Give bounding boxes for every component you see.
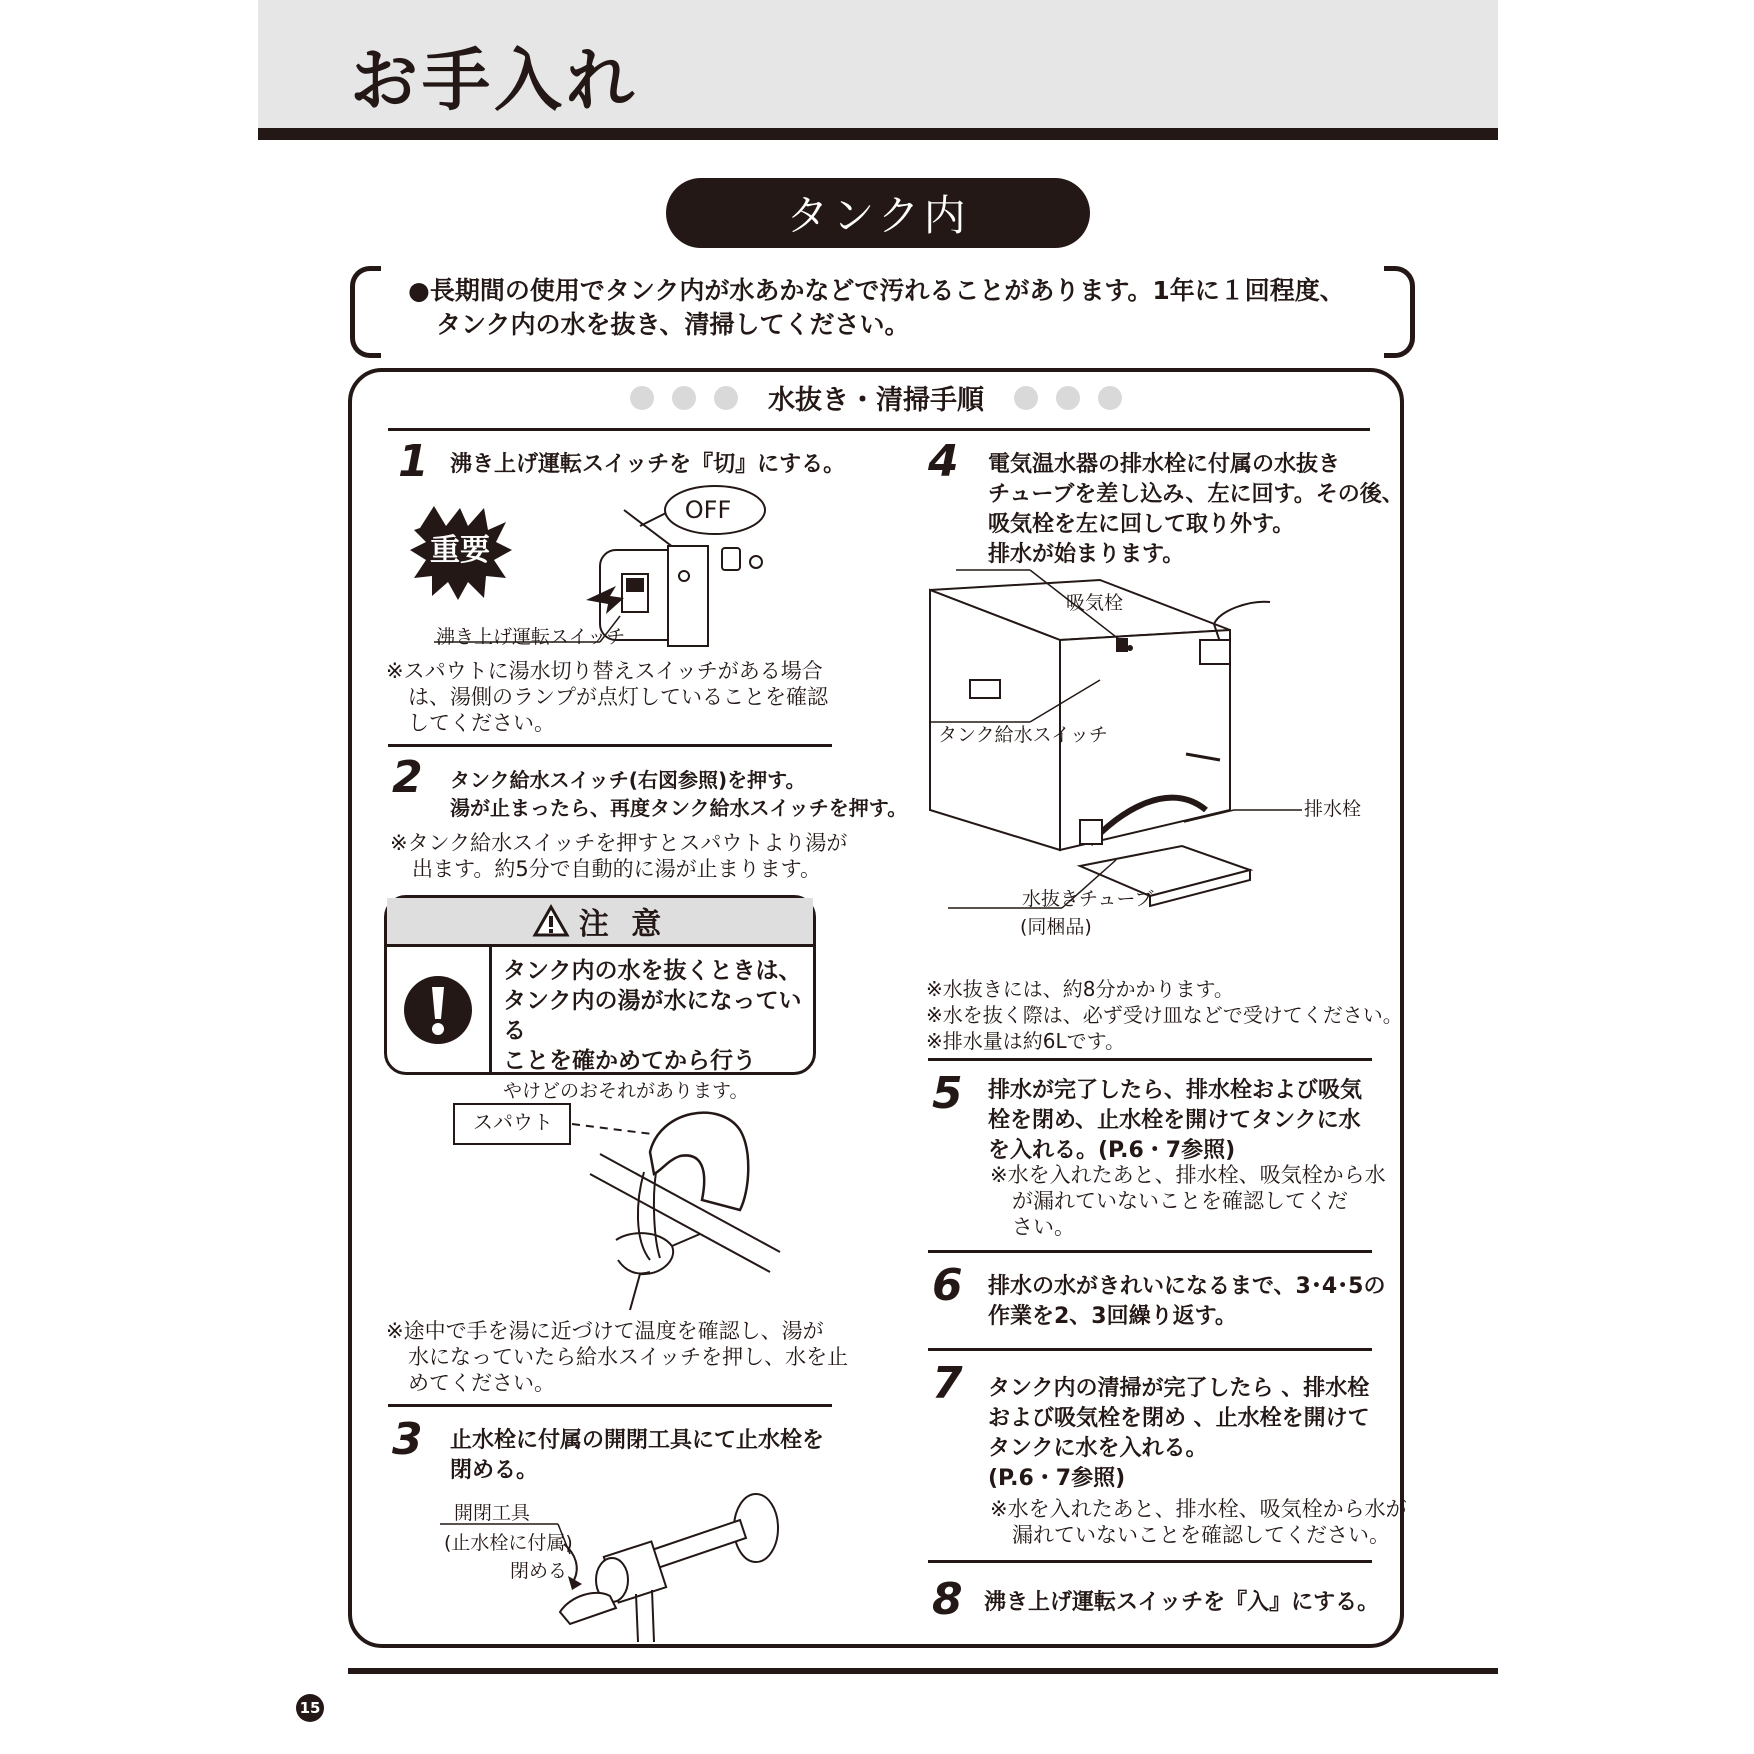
procedure-title: 水抜き・清掃手順 <box>768 385 984 416</box>
dot-icon <box>630 386 654 410</box>
step-number: 2 <box>392 752 423 803</box>
step-text: 沸き上げ運転スイッチを『切』にする。 <box>450 452 846 477</box>
important-badge: 重要 <box>430 533 490 568</box>
warning-triangle-icon <box>533 905 569 937</box>
intro-line-1: ●長期間の使用でタンク内が水あかなどで汚れることがあります。1年に１回程度、 <box>408 276 1345 305</box>
step-number: 4 <box>928 436 959 487</box>
step-number: 6 <box>932 1260 963 1311</box>
hose-icon <box>636 1590 654 1642</box>
water-stream-icon <box>638 1172 650 1260</box>
hand-icon <box>616 1233 700 1310</box>
section-title: タンク内 <box>666 178 1090 248</box>
dot-icon <box>714 386 738 410</box>
step-text: 電気温水器の排水栓に付属の水抜き チューブを差し込み、左に回す。その後、 吸気栓を左に回して取り外す。 排水が始まります。 <box>988 452 1404 567</box>
note-step5: ※水を入れたあと、排水栓、吸気栓から水 が漏れていないことを確認してくだ さい。 <box>990 1163 1386 1239</box>
intro-bracket-right <box>1384 266 1415 358</box>
dot-icon <box>1014 386 1038 410</box>
off-label: OFF <box>684 496 732 524</box>
intro-text <box>408 274 1345 342</box>
dot-icon <box>672 386 696 410</box>
divider <box>388 744 832 747</box>
tank-switch-label: タンク給水スイッチ <box>938 724 1108 746</box>
note-step1: ※スパウトに湯水切り替えスイッチがある場合 は、湯側のランプが点灯していることを確認 してください。 <box>386 659 828 735</box>
divider <box>388 1404 832 1407</box>
page-title: お手入れ <box>350 42 639 121</box>
footer-rule <box>348 1668 1498 1674</box>
divider <box>928 1560 1372 1563</box>
note-step7: ※水を入れたあと、排水栓、吸気栓から水が 漏れていないことを確認してください。 <box>990 1497 1407 1547</box>
step-text: タンク内の清掃が完了したら 、排水栓 および吸気栓を閉め 、止水栓を開けて タンクに水を入れる。 (P.6・7参照) <box>988 1376 1370 1491</box>
step-text: タンク給水スイッチ(右図参照)を押す。 湯が止まったら、再度タンク給水スイッチを押す。 <box>450 768 908 820</box>
procedure-title-bar <box>616 378 1136 417</box>
step-text: 止水栓に付属の開閉工具にて止水栓を 閉める。 <box>450 1428 825 1483</box>
note-step4: ※水抜きには、約8分かかります。 ※水を抜く際は、必ず受け皿などで受けてください。 ※排水量は約6Lです。 <box>926 977 1403 1053</box>
caution-body: タンク内の水を抜くときは、 タンク内の湯が水になっている ことを確かめてから行う やけどのおそれがあります。 <box>503 958 802 1102</box>
caution-header <box>387 898 813 947</box>
step-text: 排水の水がきれいになるまで、3･4･5の 作業を2、3回繰り返す。 <box>988 1274 1386 1329</box>
top-valve-icon <box>1200 640 1230 664</box>
dot-icon <box>1098 386 1122 410</box>
step-text: 沸き上げ運転スイッチを『入』にする。 <box>984 1590 1380 1615</box>
spout-icon <box>650 1113 748 1210</box>
note-spout: ※途中で手を湯に近づけて温度を確認し、湯が 水になっていたら給水スイッチを押し、水を止 めてください。 <box>386 1319 849 1395</box>
header-rule <box>258 128 1498 140</box>
step-number: 5 <box>932 1068 963 1119</box>
water-heater-figure <box>930 570 1350 930</box>
caution-box <box>384 895 816 1102</box>
tube-sub-label: (同梱品) <box>1020 916 1092 938</box>
tool-sub-label: (止水栓に付属) <box>444 1532 573 1554</box>
step-text: 排水が完了したら、排水栓および吸気 栓を閉め、止水栓を開けてタンクに水 を入れる。(P.6・7参照) <box>988 1078 1363 1163</box>
tube-label: 水抜きチューブ <box>1022 888 1154 910</box>
step-number: 8 <box>932 1574 963 1625</box>
close-label: 閉める <box>510 1560 568 1582</box>
caution-icon-cell <box>387 947 492 1072</box>
tool-label: 開閉工具 <box>454 1502 531 1524</box>
step-number: 7 <box>932 1358 963 1409</box>
page-number: 15 <box>296 1694 324 1722</box>
step-number: 1 <box>398 436 429 487</box>
panel-side-icon <box>668 546 708 646</box>
intro-line-2: タンク内の水を抜き、清掃してください。 <box>436 310 910 339</box>
intro-bracket-left <box>350 266 381 358</box>
intake-label: 吸気栓 <box>1066 592 1124 614</box>
intake-valve-icon <box>1116 638 1128 652</box>
divider <box>928 1348 1372 1351</box>
heater-panel-icon <box>970 680 1000 698</box>
divider <box>918 428 1370 431</box>
divider <box>388 428 918 431</box>
hand-tool-icon <box>560 1593 616 1624</box>
divider <box>928 1058 1372 1061</box>
note-step2: ※タンク給水スイッチを押すとスパウトより湯が 出ます。約5分で自動的に湯が止まります。 <box>390 831 848 881</box>
drain-label: 排水栓 <box>1304 798 1362 820</box>
valve-knob-icon <box>722 548 740 570</box>
caution-title: 注 意 <box>578 907 668 942</box>
exclamation-icon <box>403 975 473 1045</box>
step-number: 3 <box>392 1414 423 1465</box>
spout-label: スパウト <box>473 1110 553 1134</box>
divider <box>928 1250 1372 1253</box>
switch-label: 沸き上げ運転スイッチ <box>436 626 626 648</box>
dot-icon <box>1056 386 1080 410</box>
drain-valve-icon <box>1080 820 1102 844</box>
